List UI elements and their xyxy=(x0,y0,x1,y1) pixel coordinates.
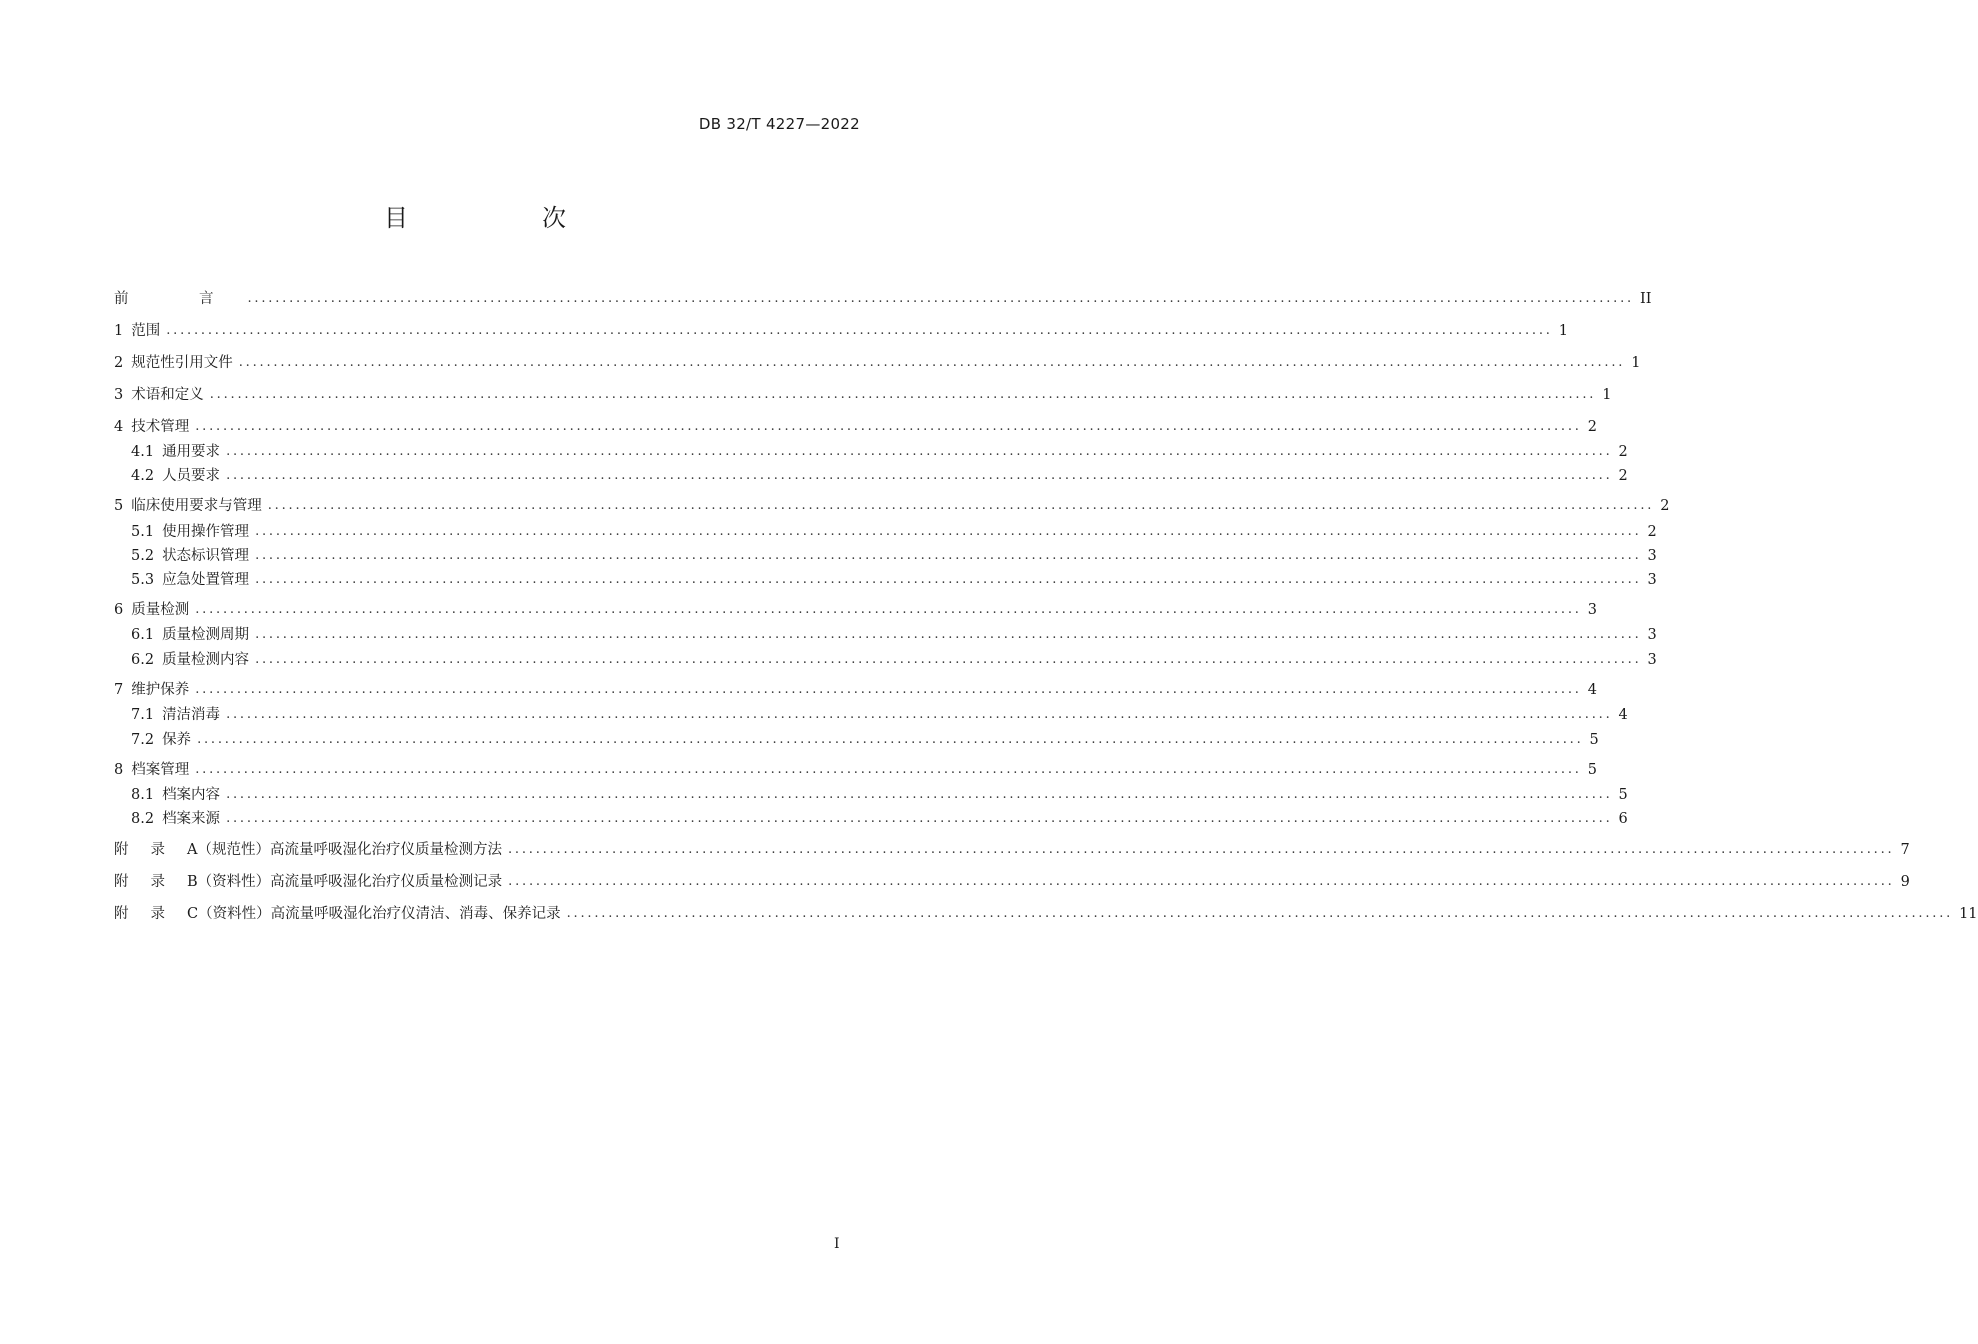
toc-entry-label: 技术管理 xyxy=(131,419,190,435)
dot-leader: ........................................................................................................................................................................................................ xyxy=(195,762,1582,777)
toc-entry-label: 保养 xyxy=(162,732,192,748)
toc-entry[interactable] xyxy=(114,759,1597,781)
toc-entry-label: 清洁消毒 xyxy=(162,707,221,723)
toc-entry-number: 7.2 xyxy=(131,732,155,748)
toc-appendix-entry[interactable] xyxy=(114,871,1910,893)
toc-entry-number: 6 xyxy=(114,602,124,618)
dot-leader: ........................................................................................................................................................................................................ xyxy=(255,524,1642,539)
dot-leader: ........................................................................................................................................................................................................ xyxy=(226,707,1613,722)
dot-leader: ........................................................................................................................................................................................................ xyxy=(247,291,1634,306)
toc-entry-number: 5 xyxy=(114,498,124,514)
toc-entry-page: 3 xyxy=(1647,548,1657,564)
doc-code: DB 32/T 4227—2022 xyxy=(698,115,860,133)
toc-entry-number: 3 xyxy=(114,387,124,403)
toc-appendix-entry[interactable] xyxy=(114,839,1910,861)
dot-leader: ........................................................................................................................................................................................................ xyxy=(197,732,1584,747)
toc-entry-number: 5.3 xyxy=(131,572,155,588)
toc-entry-page: 3 xyxy=(1647,572,1657,588)
toc-entry[interactable] xyxy=(114,599,1597,621)
dot-leader: ........................................................................................................................................................................................................ xyxy=(255,572,1642,587)
toc-entry[interactable] xyxy=(131,521,1657,543)
toc-entry[interactable] xyxy=(131,704,1628,726)
dot-leader: ........................................................................................................................................................................................................ xyxy=(267,498,1655,513)
toc-entry[interactable] xyxy=(131,569,1657,591)
toc-entry-page: 6 xyxy=(1618,811,1628,827)
toc-entry-label: 前 言 xyxy=(114,291,242,307)
toc-entry-label: 使用操作管理 xyxy=(162,524,250,540)
dot-leader: ........................................................................................................................................................................................................ xyxy=(195,602,1582,617)
toc-entry-number: 8 xyxy=(114,762,124,778)
toc-entry-page: 1 xyxy=(1631,355,1641,371)
toc-entry-label: 档案来源 xyxy=(162,811,221,827)
toc-entry-number: 7.1 xyxy=(131,707,155,723)
toc-entry-label: 范围 xyxy=(131,323,161,339)
appendix-page: 9 xyxy=(1900,874,1910,890)
dot-leader: ........................................................................................................................................................................................................ xyxy=(195,419,1582,434)
toc-entry-number: 5.1 xyxy=(131,524,155,540)
toc-entry-number: 8.2 xyxy=(131,811,155,827)
toc-entry-page: 4 xyxy=(1587,682,1597,698)
appendix-title: 高流量呼吸湿化治疗仪质量检测记录 xyxy=(270,874,503,890)
appendix-id: C xyxy=(187,906,199,922)
toc-entry-number: 8.1 xyxy=(131,787,155,803)
toc-entry-label: 术语和定义 xyxy=(131,387,204,403)
dot-leader: ........................................................................................................................................................................................................ xyxy=(255,627,1642,642)
toc-entry-number: 5.2 xyxy=(131,548,155,564)
toc-entry-label: 人员要求 xyxy=(162,468,221,484)
toc-entry[interactable] xyxy=(114,384,1612,406)
dot-leader: ........................................................................................................................................................................................................ xyxy=(566,906,1954,921)
toc-entry-page: II xyxy=(1639,291,1652,307)
toc-entry-label: 临床使用要求与管理 xyxy=(131,498,262,514)
appendix-type: （资料性） xyxy=(197,874,271,890)
toc-entry-page: 1 xyxy=(1602,387,1612,403)
toc-entry-number: 6.2 xyxy=(131,652,155,668)
toc-entry-page: 2 xyxy=(1618,468,1628,484)
toc-entry[interactable] xyxy=(131,729,1599,751)
appendix-type: （规范性） xyxy=(197,842,270,858)
dot-leader: ........................................................................................................................................................................................................ xyxy=(166,323,1553,338)
dot-leader: ........................................................................................................................................................................................................ xyxy=(226,811,1613,826)
dot-leader: ........................................................................................................................................................................................................ xyxy=(507,842,1895,857)
dot-leader: ........................................................................................................................................................................................................ xyxy=(238,355,1626,370)
appendix-keyword: 附录 xyxy=(114,906,187,922)
toc-entry-number: 1 xyxy=(114,323,124,339)
toc-entry-label: 质量检测 xyxy=(131,602,190,618)
toc-entry[interactable] xyxy=(131,649,1657,671)
appendix-type: （资料性） xyxy=(198,906,271,922)
toc-entry-label: 状态标识管理 xyxy=(162,548,250,564)
dot-leader: ........................................................................................................................................................................................................ xyxy=(226,444,1613,459)
toc-entry-label: 应急处置管理 xyxy=(162,572,250,588)
toc-appendix-entry[interactable] xyxy=(114,903,1978,925)
appendix-keyword: 附录 xyxy=(114,842,187,858)
dot-leader: ........................................................................................................................................................................................................ xyxy=(508,874,1895,889)
toc-entry[interactable] xyxy=(114,288,1652,310)
appendix-id: B xyxy=(187,874,198,890)
toc-entry[interactable] xyxy=(131,465,1628,487)
toc-entry-label: 维护保养 xyxy=(131,682,190,698)
toc-entry[interactable] xyxy=(114,320,1568,342)
toc-entry-page: 3 xyxy=(1647,652,1657,668)
toc-entry-page: 2 xyxy=(1660,498,1670,514)
toc-entry-page: 2 xyxy=(1618,444,1628,460)
toc-entry[interactable] xyxy=(131,441,1628,463)
toc-entry-number: 6.1 xyxy=(131,627,155,643)
toc-entry-page: 2 xyxy=(1587,419,1597,435)
toc-entry[interactable] xyxy=(131,545,1657,567)
toc-entry-label: 档案管理 xyxy=(131,762,190,778)
toc-entry-label: 质量检测内容 xyxy=(162,652,250,668)
toc-entry[interactable] xyxy=(131,808,1628,830)
dot-leader: ........................................................................................................................................................................................................ xyxy=(255,548,1642,563)
appendix-title: 高流量呼吸湿化治疗仪清洁、消毒、保养记录 xyxy=(270,906,561,922)
dot-leader: ........................................................................................................................................................................................................ xyxy=(226,787,1613,802)
toc-entry-page: 5 xyxy=(1589,732,1599,748)
toc-entry[interactable] xyxy=(131,784,1628,806)
toc-entry-label: 规范性引用文件 xyxy=(131,355,233,371)
toc-entry-number: 2 xyxy=(114,355,124,371)
toc-entry-label: 通用要求 xyxy=(162,444,221,460)
appendix-page: 7 xyxy=(1900,842,1910,858)
toc-entry-page: 3 xyxy=(1587,602,1597,618)
dot-leader: ........................................................................................................................................................................................................ xyxy=(195,682,1582,697)
toc-entry-page: 2 xyxy=(1647,524,1657,540)
toc-entry-page: 3 xyxy=(1647,627,1657,643)
toc-entry-page: 4 xyxy=(1618,707,1628,723)
toc-entry-label: 档案内容 xyxy=(162,787,221,803)
appendix-id: A xyxy=(187,842,198,858)
appendix-keyword: 附录 xyxy=(114,874,187,890)
toc-entry-label: 质量检测周期 xyxy=(162,627,250,643)
toc-entry[interactable] xyxy=(114,679,1597,701)
toc-entry-number: 7 xyxy=(114,682,124,698)
toc-entry-number: 4.2 xyxy=(131,468,155,484)
appendix-title: 高流量呼吸湿化治疗仪质量检测方法 xyxy=(269,842,502,858)
toc-entry[interactable] xyxy=(131,624,1657,646)
toc-entry[interactable] xyxy=(114,416,1597,438)
toc-entry[interactable] xyxy=(114,352,1641,374)
dot-leader: ........................................................................................................................................................................................................ xyxy=(226,468,1613,483)
dot-leader: ........................................................................................................................................................................................................ xyxy=(209,387,1597,402)
toc-entry-page: 5 xyxy=(1618,787,1628,803)
toc-entry-number: 4.1 xyxy=(131,444,155,460)
dot-leader: ........................................................................................................................................................................................................ xyxy=(255,652,1642,667)
appendix-page: 11 xyxy=(1959,906,1978,922)
page-number: I xyxy=(834,1236,840,1252)
toc-entry-page: 5 xyxy=(1587,762,1597,778)
toc-entry-page: 1 xyxy=(1558,323,1568,339)
toc-entry-number: 4 xyxy=(114,419,124,435)
toc-entry[interactable] xyxy=(114,495,1670,517)
page-title: 目 次 xyxy=(384,204,621,232)
